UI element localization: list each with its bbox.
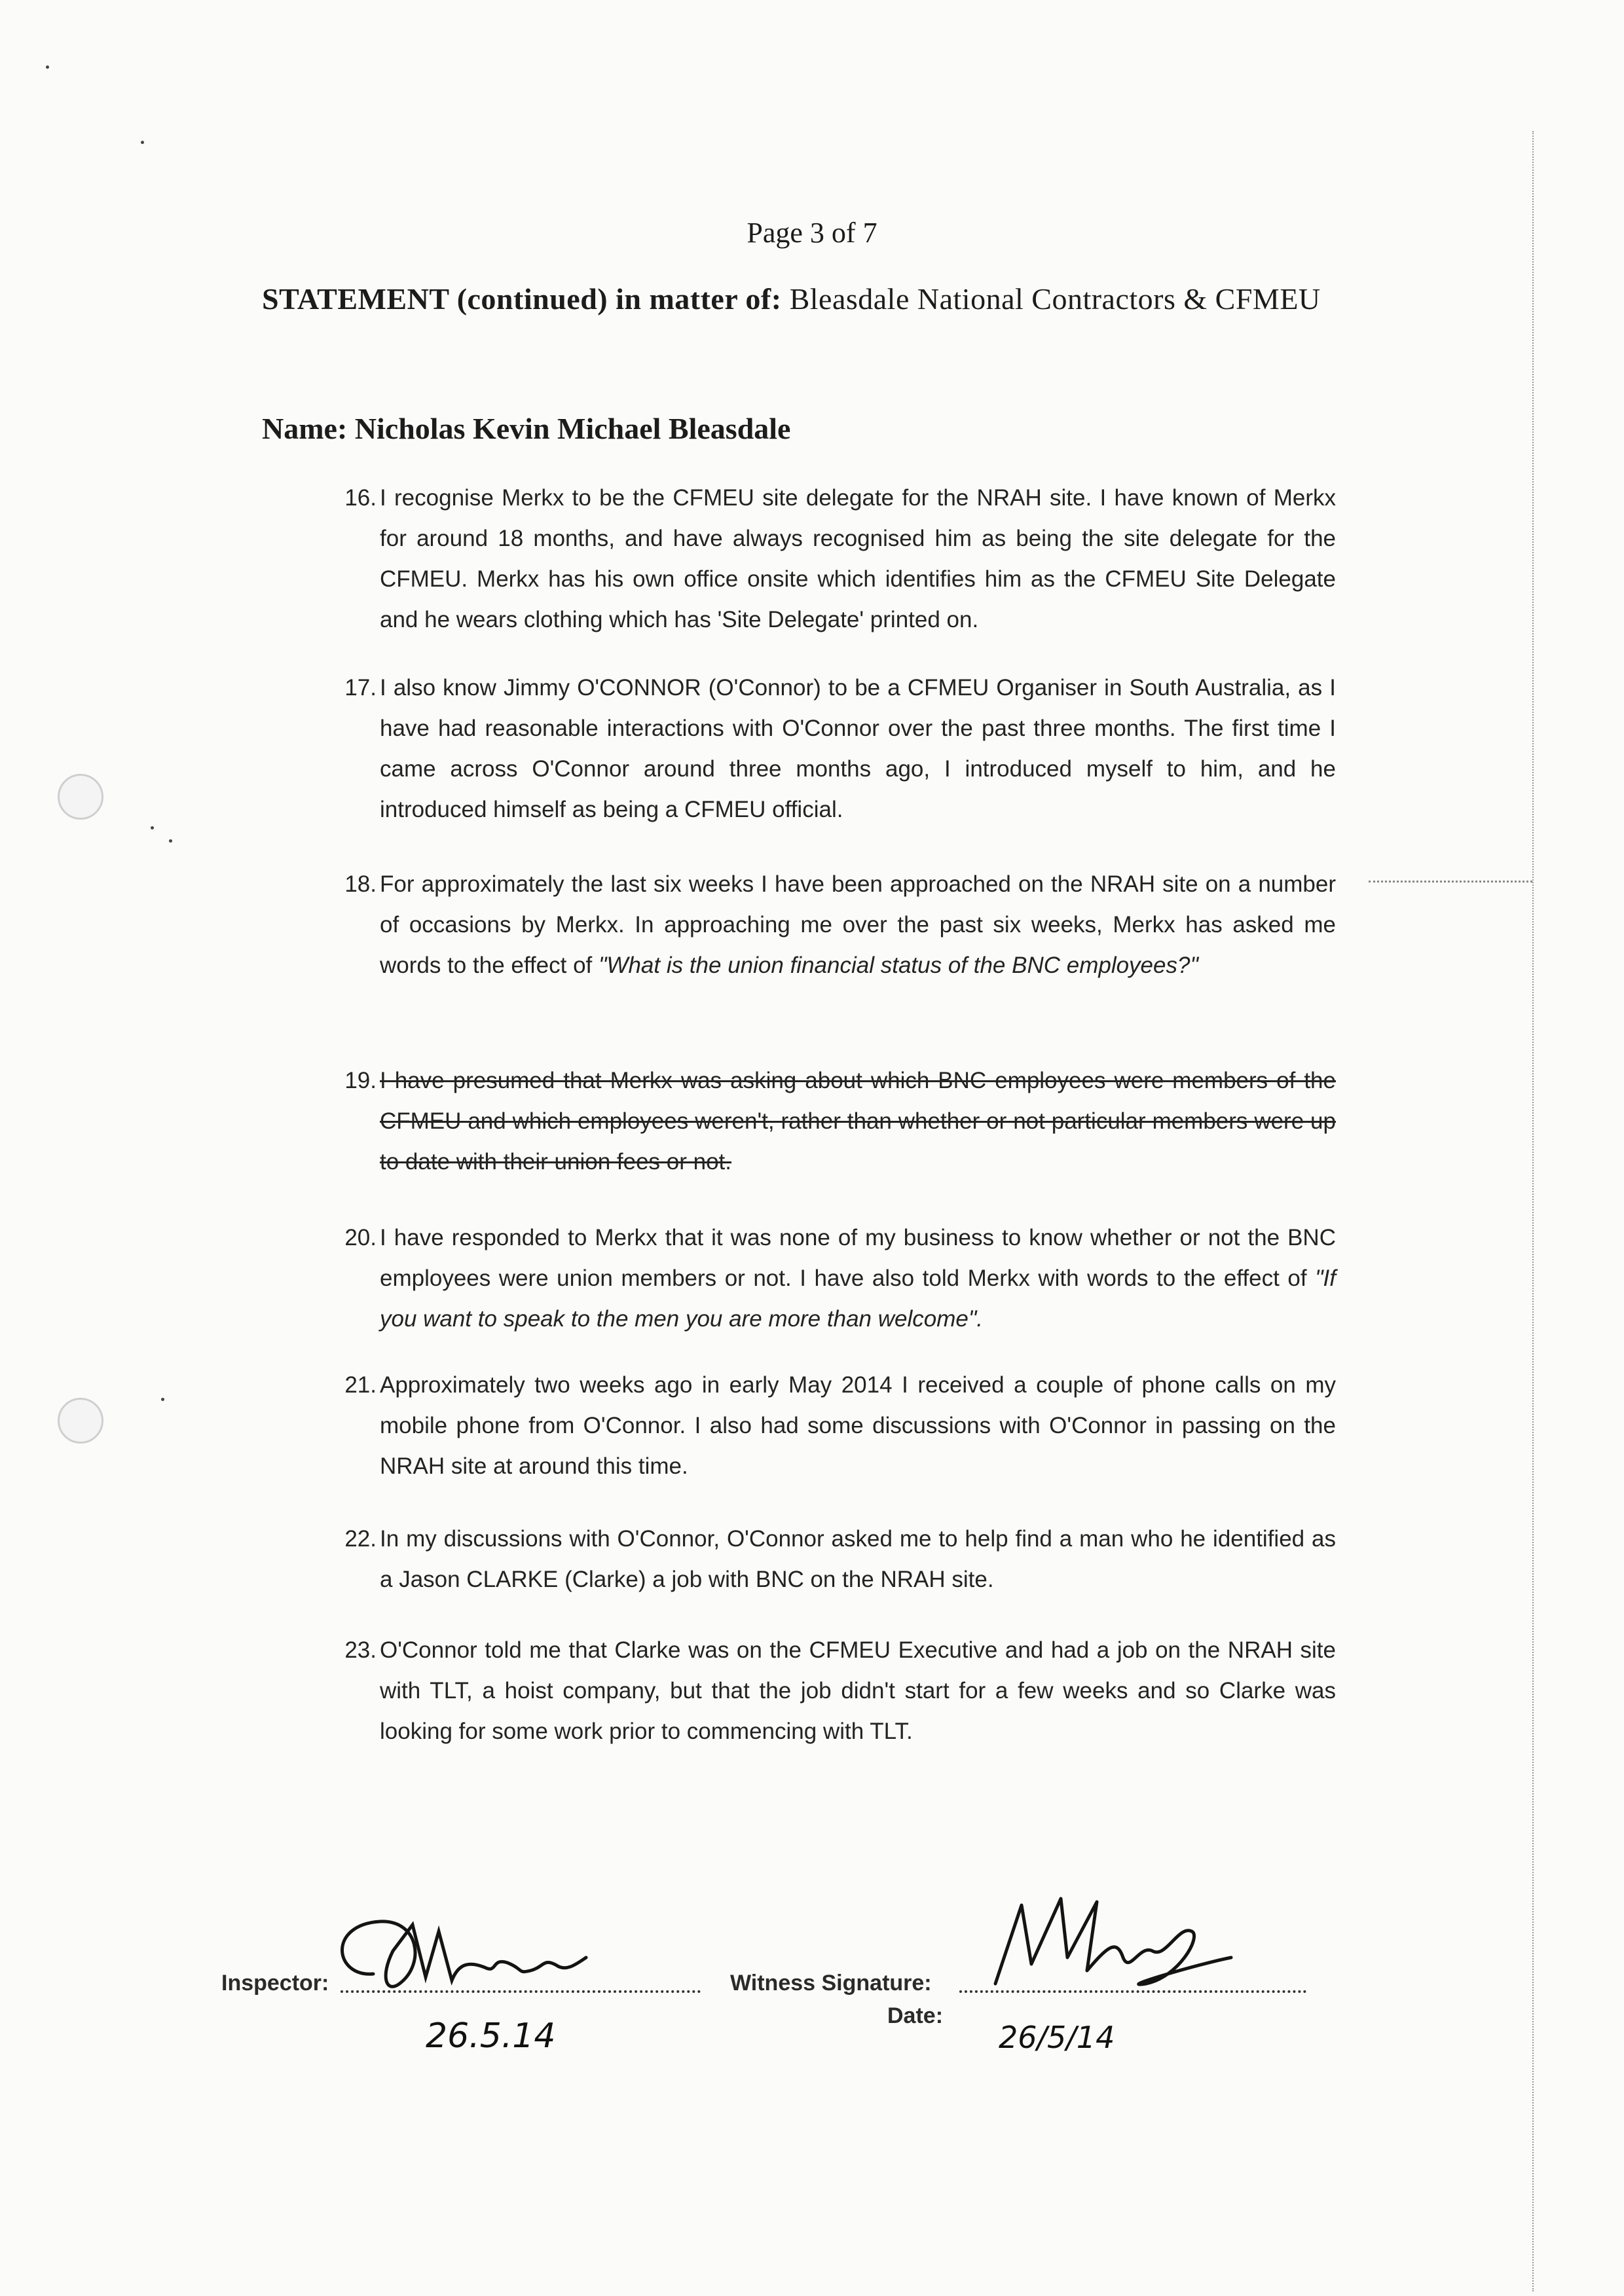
paragraph-20 (344, 1218, 1336, 1339)
scan-speck (151, 826, 154, 829)
paragraph-number: 20. (344, 1225, 377, 1250)
paragraph-number: 23. (344, 1637, 377, 1663)
scan-speck (169, 839, 172, 843)
witness-date: 26/5/14 (999, 2020, 1115, 2055)
paragraph-text: I have responded to Merkx that it was none of my business to know whether or not the BNC employees were union members or not. I have also told Merkx with words to the effect of (380, 1225, 1336, 1291)
matter-title: Bleasdale National Contractors & CFMEU (789, 282, 1321, 316)
paragraph-text: I recognise Merkx to be the CFMEU site delegate for the NRAH site. I have known of Merkx for around 18 months, and have always recognised him as being the site delegate for the CFMEU. Merkx has his own office onsite which identifies him as the CFMEU Site Delegate and he wears clothing which has 'Site Delegate' printed on. (380, 485, 1336, 632)
paragraph-number: 17. (344, 675, 377, 701)
paragraph-17 (344, 668, 1336, 830)
scan-speck (161, 1398, 164, 1401)
paragraph-number: 16. (344, 485, 377, 511)
paragraph-quote: "If you want to speak to the men you are more than welcome". (380, 1266, 1336, 1332)
scan-speck (46, 65, 49, 69)
witness-signature (982, 1886, 1244, 1997)
paragraph-22 (344, 1519, 1336, 1600)
statement-label: STATEMENT (continued) in matter of: (262, 282, 782, 316)
name-line (262, 411, 790, 446)
paragraph-number: 21. (344, 1372, 377, 1398)
paragraph-number: 19. (344, 1068, 377, 1093)
page-number: Page 3 of 7 (747, 217, 877, 249)
paragraph-text: For approximately the last six weeks I have been approached on the NRAH site on a number of occasions by Merkx. In approaching me over the past six weeks, Merkx has asked me words to the effect of (380, 871, 1336, 978)
inspector-date: 26.5.14 (426, 2016, 556, 2056)
paragraph-text: O'Connor told me that Clarke was on the CFMEU Executive and had a job on the NRAH site with TLT, a hoist company, but that the job didn't start for a few weeks and so Clarke was looking for some work prior to commencing with TLT. (380, 1637, 1336, 1744)
paragraph-23 (344, 1630, 1336, 1752)
paragraph-19-struck (344, 1061, 1336, 1182)
paragraph-18 (344, 864, 1336, 986)
statement-heading (262, 282, 1321, 316)
paragraph-text: I also know Jimmy O'CONNOR (O'Connor) to be a CFMEU Organiser in South Australia, as I have had reasonable interactions with O'Connor over the past three months. The first time I came across O'Connor around three months ago, I introduced myself to him, and he introduced himself as being a CFMEU official. (380, 675, 1336, 822)
name-label: Name: (262, 412, 348, 445)
paragraph-text: In my discussions with O'Connor, O'Connor asked me to help find a man who he identified as a Jason CLARKE (Clarke) a job with BNC on the NRAH site. (380, 1526, 1336, 1592)
inspector-label: Inspector: (221, 1971, 329, 1995)
punch-hole-top (58, 774, 103, 820)
paragraph-text: I have presumed that Merkx was asking about which BNC employees were members of the CFMEU and which employees weren't, rather than whether or not particular members were up to date with their union fees or not. (380, 1068, 1336, 1175)
paragraph-number: 18. (344, 871, 377, 897)
witness-signature-label: Witness Signature: (730, 1971, 932, 1995)
name-value: Nicholas Kevin Michael Bleasdale (354, 412, 791, 445)
paragraph-text: Approximately two weeks ago in early May 2014 I received a couple of phone calls on my mobile phone from O'Connor. I also had some discussions with O'Connor in passing on the NRAH site at around this time. (380, 1372, 1336, 1479)
paragraph-21 (344, 1365, 1336, 1487)
punch-hole-bottom (58, 1398, 103, 1444)
paragraph-16 (344, 478, 1336, 640)
date-label: Date: (887, 2003, 944, 2028)
paragraph-quote: "What is the union financial status of the BNC employees?" (599, 953, 1198, 978)
paragraph-number: 22. (344, 1526, 377, 1552)
scan-speck (141, 141, 144, 144)
scan-edge-line (1532, 131, 1534, 2291)
inspector-signature (327, 1912, 609, 1997)
scan-margin-dots (1369, 881, 1532, 883)
